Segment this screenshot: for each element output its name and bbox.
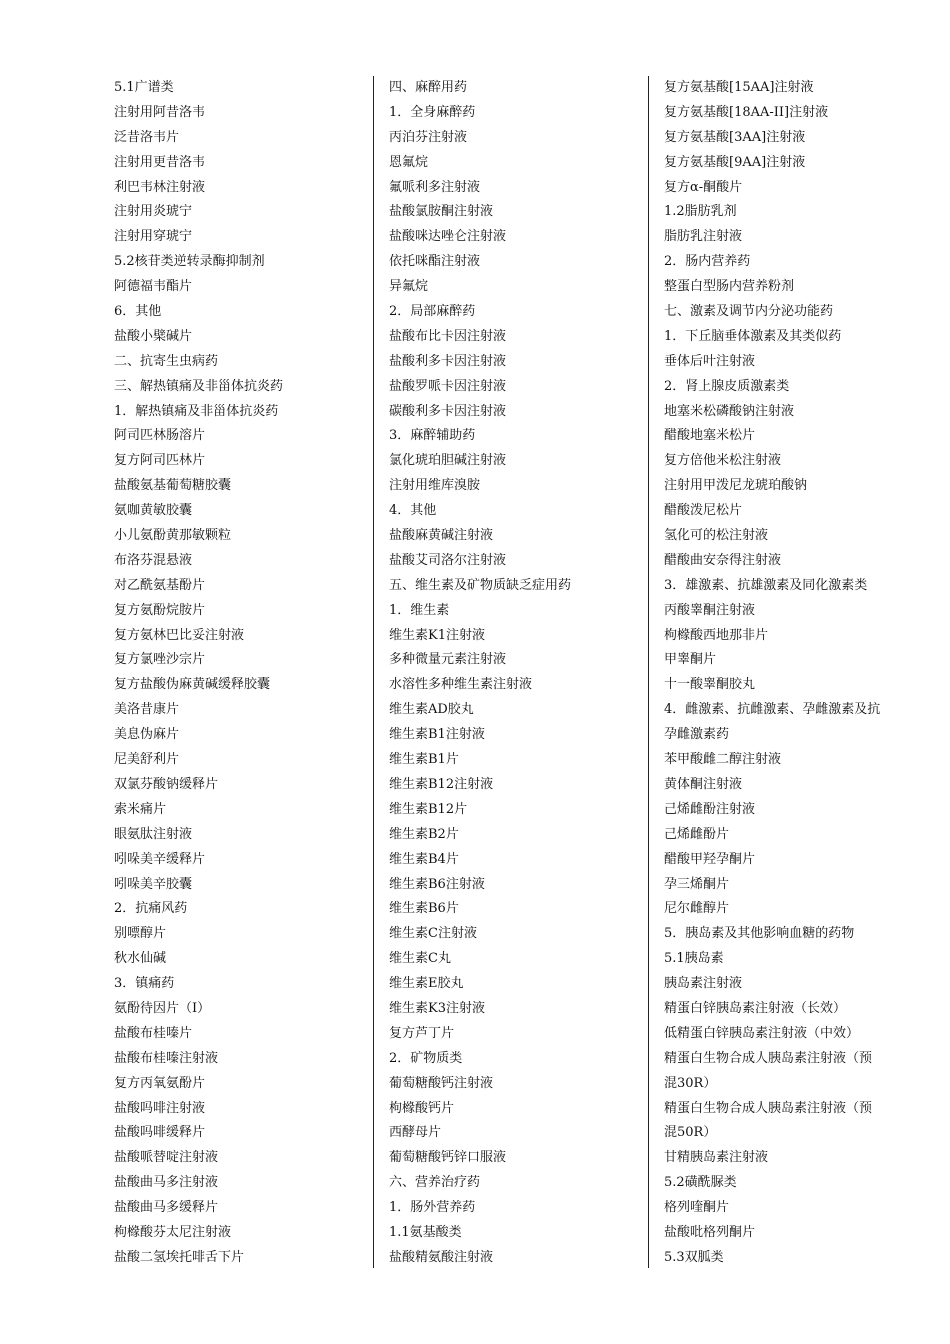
text-line: 5.1胰岛素 [664,951,724,967]
text-line: 6．其他 [114,304,162,320]
text-line: 盐酸吗啡注射液 [114,1100,206,1116]
text-line: 胰岛素注射液 [664,976,743,992]
text-line: 己烯雌酚注射液 [664,801,756,817]
text-line: 盐酸精氨酸注射液 [389,1249,494,1265]
text-line: 复方芦丁片 [389,1025,455,1041]
text-line: 复方α-酮酸片 [664,179,743,195]
text-line: 维生素K3注射液 [389,1000,485,1016]
text-line: 5.1广谱类 [114,80,174,95]
text-line: 维生素B12片 [389,801,468,817]
text-line: 盐酸吗啡缓释片 [114,1125,206,1141]
text-line: 索米痛片 [114,801,167,817]
text-line: 盐酸布桂嗪片 [114,1025,193,1041]
text-line: 醋酸甲羟孕酮片 [664,851,756,867]
text-line: 维生素C丸 [389,951,451,967]
text-line: 盐酸布比卡因注射液 [389,328,507,344]
text-line: 盐酸哌替啶注射液 [114,1150,219,1166]
text-line: 2．肠内营养药 [664,254,751,270]
text-line: 小儿氨酚黄那敏颗粒 [114,528,232,544]
text-line: 注射用阿昔洛韦 [114,104,206,120]
text-line: 脂肪乳注射液 [664,229,743,245]
text-line: 复方氨基酸[3AA]注射液 [664,129,806,145]
text-line: 整蛋白型肠内营养粉剂 [664,279,795,295]
text-line: 精蛋白生物合成人胰岛素注射液（预 [664,1050,873,1066]
text-line: 3．镇痛药 [114,976,175,992]
text-line: 1．维生素 [389,602,450,618]
text-line: 复方倍他米松注射液 [664,453,782,469]
text-line: 维生素K1注射液 [389,627,485,643]
text-line: 1．解热镇痛及非甾体抗炎药 [114,403,279,419]
text-line: 维生素C注射液 [389,926,477,942]
text-line: 多种微量元素注射液 [389,652,507,668]
text-line: 吲哚美辛缓释片 [114,851,206,867]
text-line: 葡萄糖酸钙锌口服液 [389,1150,507,1166]
text-line: 盐酸氨基葡萄糖胶囊 [114,478,232,494]
text-line: 注射用炎琥宁 [114,204,193,220]
text-line: 维生素B1注射液 [389,727,485,743]
text-line: 混50R） [664,1125,717,1141]
text-line: 盐酸氯胺酮注射液 [389,204,494,220]
text-line: 复方氨酚烷胺片 [114,602,206,618]
column-2 [389,76,639,1271]
text-line: 盐酸小檗碱片 [114,328,193,344]
text-line: 维生素B12注射液 [389,776,494,792]
text-line: 利巴韦林注射液 [114,179,206,195]
text-line: 尼尔雌醇片 [664,901,730,917]
text-line: 2．矿物质类 [389,1050,463,1066]
text-line: 水溶性多种维生素注射液 [389,677,533,693]
text-line: 盐酸二氢埃托啡舌下片 [114,1249,245,1265]
text-line: 氢化可的松注射液 [664,528,769,544]
text-line: 六、营养治疗药 [389,1175,481,1191]
text-line: 1.2脂肪乳剂 [664,204,737,220]
column-divider-1 [373,76,374,1268]
text-line: 醋酸曲安奈得注射液 [664,552,782,568]
text-line: 丙泊芬注射液 [389,129,468,145]
text-line: 醋酸地塞米松片 [664,428,756,444]
text-line: 注射用更昔洛韦 [114,154,206,170]
text-line: 复方阿司匹林片 [114,453,206,469]
text-line: 4．雌激素、抗雌激素、孕雌激素及抗 [664,702,881,718]
text-line: 注射用维库溴胺 [389,478,481,494]
text-line: 氨酚待因片（Ⅰ） [114,1000,211,1016]
text-line: 依托咪酯注射液 [389,254,481,270]
text-line: 甲睾酮片 [664,652,717,668]
text-line: 眼氨肽注射液 [114,826,193,842]
text-line: 十一酸睾酮胶丸 [664,677,756,693]
text-line: 盐酸利多卡因注射液 [389,353,507,369]
text-line: 别嘌醇片 [114,926,167,942]
text-line: 维生素E胶丸 [389,976,464,992]
text-line: 5．胰岛素及其他影响血糖的药物 [664,926,855,942]
text-line: 吲哚美辛胶囊 [114,876,193,892]
text-line: 注射用穿琥宁 [114,229,193,245]
column-3 [664,76,914,1271]
text-line: 美息伪麻片 [114,727,180,743]
text-line: 枸橼酸芬太尼注射液 [114,1224,232,1240]
text-line: 复方丙氧氨酚片 [114,1075,206,1091]
text-line: 精蛋白生物合成人胰岛素注射液（预 [664,1100,873,1116]
text-line: 甘精胰岛素注射液 [664,1150,769,1166]
column-1 [114,76,364,1271]
text-line: 三、解热镇痛及非甾体抗炎药 [114,378,284,394]
text-line: 复方氯唑沙宗片 [114,652,206,668]
text-line: 复方盐酸伪麻黄碱缓释胶囊 [114,677,271,693]
text-line: 5.2磺酰脲类 [664,1175,737,1191]
text-line: 复方氨基酸[18AA-II]注射液 [664,104,829,120]
text-line: 黄体酮注射液 [664,776,743,792]
text-line: 二、抗寄生虫病药 [114,353,219,369]
text-line: 孕雌激素药 [664,727,730,743]
text-line: 恩氟烷 [389,154,429,170]
text-line: 枸橼酸钙片 [389,1100,455,1116]
text-line: 枸橼酸西地那非片 [664,627,769,643]
text-line: 2．局部麻醉药 [389,304,476,320]
text-line: 氨咖黄敏胶囊 [114,503,193,519]
text-line: 布洛芬混悬液 [114,552,193,568]
text-line: 己烯雌酚片 [664,826,730,842]
text-line: 维生素B1片 [389,752,459,768]
text-line: 1．下丘脑垂体激素及其类似药 [664,328,842,344]
text-line: 1.1氨基酸类 [389,1224,462,1240]
text-line: 四、麻醉用药 [389,80,468,95]
text-line: 对乙酰氨基酚片 [114,577,206,593]
text-line: 4．其他 [389,503,437,519]
text-line: 五、维生素及矿物质缺乏症用药 [389,577,572,593]
text-line: 孕三烯酮片 [664,876,730,892]
text-line: 格列喹酮片 [664,1200,730,1216]
text-line: 精蛋白锌胰岛素注射液（长效） [664,1000,847,1016]
text-line: 维生素B6片 [389,901,459,917]
text-line: 盐酸罗哌卡因注射液 [389,378,507,394]
text-line: 氟哌利多注射液 [389,179,481,195]
text-line: 阿德福韦酯片 [114,279,193,295]
text-line: 盐酸艾司洛尔注射液 [389,552,507,568]
text-line: 垂体后叶注射液 [664,353,756,369]
text-line: 丙酸睾酮注射液 [664,602,756,618]
text-line: 尼美舒利片 [114,752,180,768]
text-line: 醋酸泼尼松片 [664,503,743,519]
text-line: 苯甲酸雌二醇注射液 [664,752,782,768]
text-line: 美洛昔康片 [114,702,180,718]
text-line: 盐酸曲马多缓释片 [114,1200,219,1216]
text-line: 3．麻醉辅助药 [389,428,476,444]
text-line: 双氯芬酸钠缓释片 [114,776,219,792]
text-line: 维生素B6注射液 [389,876,485,892]
text-line: 葡萄糖酸钙注射液 [389,1075,494,1091]
text-line: 盐酸曲马多注射液 [114,1175,219,1191]
text-line: 5.3双胍类 [664,1249,724,1265]
text-line: 5.2核苷类逆转录酶抑制剂 [114,254,265,270]
text-line: 异氟烷 [389,279,429,295]
text-line: 复方氨基酸[15AA]注射液 [664,80,814,95]
text-line: 2．抗痛风药 [114,901,188,917]
text-line: 维生素B2片 [389,826,459,842]
text-line: 阿司匹林肠溶片 [114,428,206,444]
text-line: 1．肠外营养药 [389,1200,476,1216]
column-divider-2 [648,76,649,1268]
text-line: 低精蛋白锌胰岛素注射液（中效） [664,1025,860,1041]
text-line: 复方氨基酸[9AA]注射液 [664,154,806,170]
text-line: 西酵母片 [389,1125,442,1141]
text-line: 注射用甲泼尼龙琥珀酸钠 [664,478,808,494]
text-line: 泛昔洛韦片 [114,129,180,145]
text-line: 地塞米松磷酸钠注射液 [664,403,795,419]
text-line: 3．雄激素、抗雄激素及同化激素类 [664,577,868,593]
text-line: 混30R） [664,1075,717,1091]
text-line: 2．肾上腺皮质激素类 [664,378,790,394]
text-line: 碳酸利多卡因注射液 [389,403,507,419]
text-line: 秋水仙碱 [114,951,167,967]
text-line: 维生素AD胶丸 [389,702,474,718]
text-line: 盐酸布桂嗪注射液 [114,1050,219,1066]
text-line: 七、激素及调节内分泌功能药 [664,304,834,320]
text-line: 1．全身麻醉药 [389,104,476,120]
text-line: 盐酸咪达唑仑注射液 [389,229,507,245]
text-line: 维生素B4片 [389,851,459,867]
text-line: 氯化琥珀胆碱注射液 [389,453,507,469]
text-line: 盐酸吡格列酮片 [664,1224,756,1240]
text-line: 盐酸麻黄碱注射液 [389,528,494,544]
text-line: 复方氨林巴比妥注射液 [114,627,245,643]
